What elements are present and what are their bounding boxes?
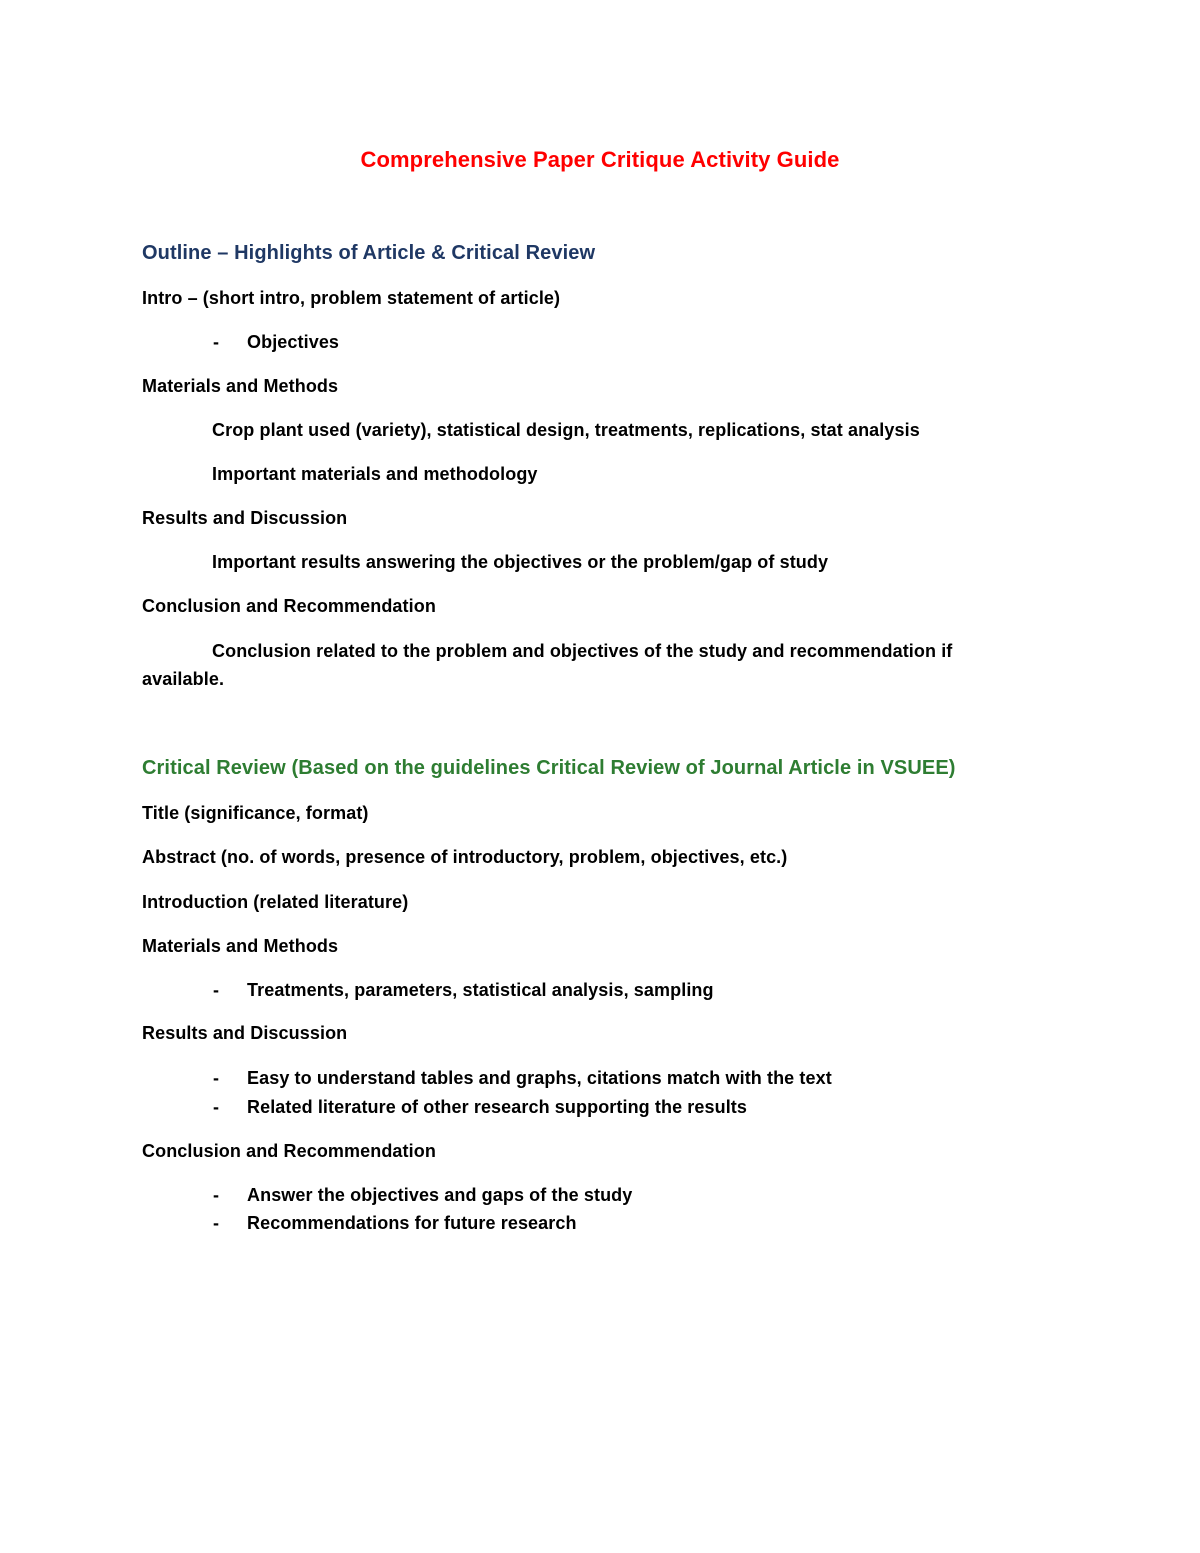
review-title-label: Title (significance, format) [142, 803, 369, 823]
outline-conclusion-label: Conclusion and Recommendation [142, 596, 436, 616]
review-conclusion-bullet: Answer the objectives and gaps of the study [247, 1185, 633, 1205]
outline-conclusion-line: Conclusion related to the problem and objectives of the study and recommendation if [212, 641, 953, 661]
outline-intro-label: Intro – (short intro, problem statement of article) [142, 288, 561, 308]
bullet-dash: - [213, 980, 219, 1000]
outline-conclusion-line-continued: available. [142, 669, 225, 689]
outline-materials-line: Important materials and methodology [212, 464, 538, 484]
bullet-dash: - [213, 1213, 219, 1233]
bullet-dash: - [213, 1068, 219, 1088]
outline-results-line: Important results answering the objectives or the problem/gap of study [212, 552, 829, 572]
document-title: Comprehensive Paper Critique Activity Guide [360, 147, 840, 172]
review-materials-label: Materials and Methods [142, 936, 339, 956]
outline-intro-bullet: Objectives [247, 332, 340, 352]
review-heading: Critical Review (Based on the guidelines Critical Review of Journal Article in VSUEE) [142, 757, 956, 779]
bullet-dash: - [213, 1185, 219, 1205]
bullet-dash: - [213, 1097, 219, 1117]
outline-heading: Outline – Highlights of Article & Critical Review [142, 242, 596, 264]
review-introduction-label: Introduction (related literature) [142, 892, 409, 912]
bullet-dash: - [213, 332, 219, 352]
outline-materials-label: Materials and Methods [142, 376, 339, 396]
outline-materials-line: Crop plant used (variety), statistical design, treatments, replications, stat analysis [212, 420, 920, 440]
outline-results-label: Results and Discussion [142, 508, 348, 528]
review-results-bullet: Related literature of other research supporting the results [247, 1097, 748, 1117]
review-conclusion-label: Conclusion and Recommendation [142, 1141, 436, 1161]
review-results-bullet: Easy to understand tables and graphs, citations match with the text [247, 1068, 832, 1088]
review-results-label: Results and Discussion [142, 1023, 348, 1043]
review-abstract-label: Abstract (no. of words, presence of introductory, problem, objectives, etc.) [142, 847, 788, 867]
review-materials-bullet: Treatments, parameters, statistical analysis, sampling [247, 980, 714, 1000]
review-conclusion-bullet: Recommendations for future research [247, 1213, 577, 1233]
